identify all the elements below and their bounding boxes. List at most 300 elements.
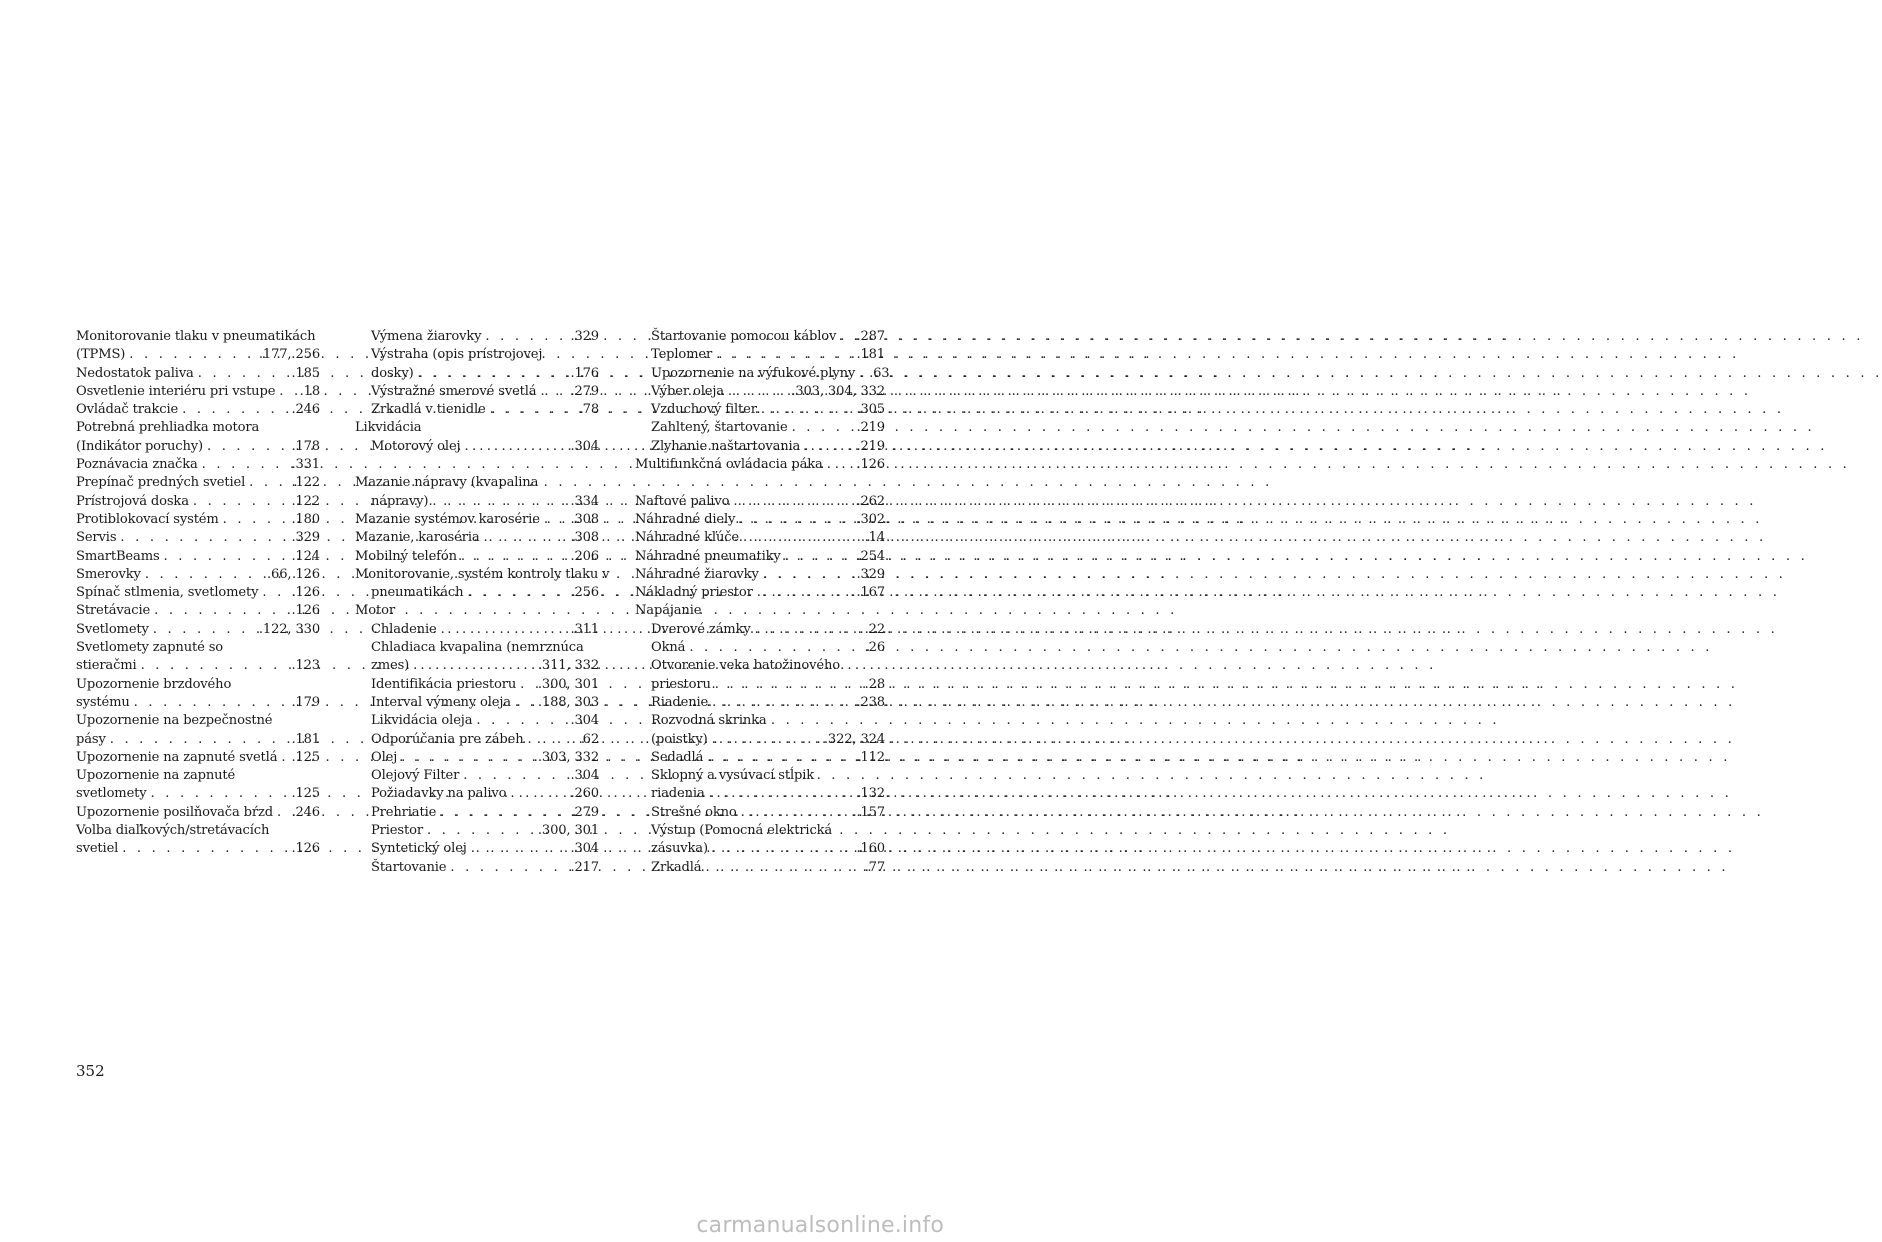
dot-leader [689,639,862,657]
index-entry-text: Nedostatok paliva [76,365,194,381]
index-entry-page: .279 [570,383,599,399]
index-entry [355,548,599,566]
index-entry-page: .126 [856,457,885,473]
index-entry-text: Odporúčania pre zábeh [371,731,524,747]
index-entry [355,822,599,840]
index-entry [76,767,320,785]
index-entry [76,438,320,456]
index-column-2 [355,328,610,877]
dot-leader [198,365,290,383]
index-entry-text: Vzduchový filter [651,402,757,418]
dot-leader [461,548,569,566]
index-entry-text: Interval výmeny oleja [371,694,511,710]
dot-leader [859,365,867,383]
index-entry-page: .246 [291,804,320,820]
index-entry [355,621,599,639]
dot-leader [763,566,855,584]
dot-leader [741,804,855,822]
index-entry [76,346,320,364]
index-entry [76,584,320,602]
index-entry [355,529,599,547]
index-entry [76,694,320,712]
index-entry-text: Štartovanie [371,859,447,875]
index-entry [635,456,885,474]
index-entry-text: Upozornenie na bezpečnostné [76,713,273,729]
index-entry [355,804,599,822]
index-entry-page: .302 [856,511,885,527]
index-entry-text: riadenia [651,786,705,802]
index-entry [76,602,320,620]
dot-leader [262,584,289,602]
index-entry-text: Olejový Filter [371,768,460,784]
index-entry [635,566,885,584]
index-entry [76,566,320,584]
index-entry-text: Multifunkčná ovládacia páka [635,457,823,473]
index-entry [635,401,885,419]
index-entry-text: Stretávacie [76,603,151,619]
index-entry [355,712,599,730]
index-entry-page: .126 [291,585,320,601]
index-entry-text: Výstražné smerové svetlá [371,383,537,399]
index-entry-text: Rozvodná skrinka [651,713,767,729]
index-entry-page: .14 [864,530,885,546]
index-entry [76,657,320,675]
dot-leader [840,328,854,346]
index-entry-text: systému [76,694,130,710]
index-entry-page: .126 [291,603,320,619]
dot-leader [712,694,854,712]
index-entry [635,584,885,602]
dot-leader [277,804,289,822]
watermark-logo[interactable]: carmanualsonline.info [696,1213,944,1238]
dot-leader [792,419,855,437]
index-entry-text: Mazanie, karoséria [355,530,480,546]
index-entry-text: Dverové zámky [651,621,751,637]
index-entry-page: .308 [570,511,599,527]
index-entry-text: Otvorenie veka batožinového [651,658,841,674]
index-entry [76,840,320,858]
index-entry-text: Zrkadlá v tienidle [371,402,486,418]
dot-leader [279,383,297,401]
index-entry-page: .304 [570,713,599,729]
index-entry-text: Požiadavky na palivo [371,786,507,802]
index-entry [76,822,320,840]
index-entry [355,401,599,419]
index-entry-page: .254 [856,548,885,564]
index-entry-page: .311 [570,621,599,637]
index-entry [355,840,599,858]
index-entry-text: Protiblokovací systém [76,511,219,527]
index-entry-page: .188, 303 [537,694,599,710]
index-entry [635,731,885,749]
dot-leader [145,566,265,584]
index-entry [635,383,885,401]
dot-leader [476,712,568,730]
index-entry-page: .132 [856,786,885,802]
dot-leader [827,456,855,474]
index-entry-page: .217 [570,859,599,875]
index-entry-page: .125 [291,749,320,765]
index-entry-page: .246 [291,402,320,418]
index-entry [635,785,885,803]
dot-leader [712,840,855,858]
dot-leader [129,346,257,364]
index-entry [635,676,885,694]
index-entry-page: .262 [856,493,885,509]
index-entry-text: SmartBeams [76,548,160,564]
index-entry-text: zmes) [371,658,410,674]
index-entry [635,804,885,822]
index-entry-text: Upozornenie brzdového [76,676,232,692]
index-entry-text: Volba diaľkových/stretávacích [76,823,270,839]
dot-leader [281,749,289,767]
index-entry-page: .305 [856,402,885,418]
dot-leader [450,859,568,877]
index-entry [76,365,320,383]
index-entry-text: Svetlomety zapnuté so [76,640,224,656]
index-entry-text: Motorový olej [371,438,461,454]
index-entry-page: .300, 301 [537,676,599,692]
index-entry-text: Náhradné diely [635,511,736,527]
index-entry-page: .279 [570,804,599,820]
index-entry [76,548,320,566]
index-entry-text: Likvidácia [355,420,422,436]
index-entry [355,383,599,401]
dot-leader [485,328,568,346]
index-entry-text: Likvidácia oleja [371,713,473,729]
index-entry-text: Štartovanie pomocou káblov [651,329,837,344]
index-entry-text: nápravy) [371,493,429,509]
index-entry-page: .177, 256 [258,347,320,363]
index-entry-text: pneumatikách [371,585,464,601]
dot-leader [193,493,290,511]
index-entry-text: Chladiaca kvapalina (nemrznúca [371,640,584,656]
index-entry-text: Ovládač trakcie [76,402,179,418]
index-entry [635,767,885,785]
index-entry [635,346,885,364]
index-entry-page: .311, 332 [537,658,599,674]
dot-leader [540,383,568,401]
index-entry-page: .308 [570,530,599,546]
index-entry [355,694,599,712]
index-entry [76,511,320,529]
index-entry-page: .303, 304, 332 [791,383,885,399]
dot-leader [223,511,290,529]
dot-leader [761,401,855,419]
dot-leader [527,731,576,749]
dot-leader [785,548,855,566]
dot-leader [709,785,855,803]
dot-leader [544,511,569,529]
dot-leader [467,584,568,602]
dot-leader [707,749,854,767]
index-entry-text: Prístrojová doska [76,493,189,509]
index-entry-text: Okná [651,640,686,656]
dot-leader [515,694,536,712]
dot-leader [120,529,289,547]
index-entry-text: Mazanie systémov karosérie [355,511,540,527]
dot-leader [122,840,289,858]
index-entry-text: Nákladný priestor [635,585,753,601]
index-entry-page: .26 [864,640,885,656]
index-entry-text: dosky) [371,365,414,381]
index-entry [76,328,320,346]
index-entry [635,511,885,529]
index-entry [355,346,599,364]
dot-leader [182,401,289,419]
dot-leader [401,749,536,767]
dot-leader [755,621,863,639]
index-entry-page: .122 [291,493,320,509]
index-entry [635,328,885,346]
index-entry [76,804,320,822]
index-entry [355,676,599,694]
index-entry [355,639,599,657]
index-entry-page: .126 [291,841,320,857]
index-entry-text: Zahltený, štartovanie [651,420,788,436]
index-entry [76,474,320,492]
index-entry-page: .122, 330 [258,621,320,637]
index-entry [76,639,320,657]
dot-leader [440,804,568,822]
index-entry-page: .160 [856,841,885,857]
index-entry-page: .18 [299,383,320,399]
index-entry-page: .123 [291,658,320,674]
index-entry [76,785,320,803]
dot-leader [520,676,536,694]
dot-leader [471,840,569,858]
index-entry-text: Strešné okno [651,804,737,820]
index-entry-page: .334 [570,493,599,509]
dot-leader [743,529,863,547]
index-entry-text: stieračmi [76,658,137,674]
index-entry-text: Výber oleja [651,383,724,399]
index-entry [76,749,320,767]
index-entry [635,859,885,877]
index-entry-text: Chladenie [371,621,437,637]
index-entry-text: Svetlomety [76,621,149,637]
index-entry-text: Identifikácia priestoru [371,676,517,692]
index-entry [355,438,599,456]
index-entry-text: Upozornenie na zapnuté svetlá [76,749,278,765]
index-entry [635,493,885,511]
index-entry-page: .179 [291,694,320,710]
dot-leader [757,584,855,602]
index-entry-text: Osvetlenie interiéru pri vstupe [76,383,276,399]
index-entry-page: .329 [856,566,885,582]
index-entry-page: .206 [570,548,599,564]
dot-leader [441,621,569,639]
index-entry [76,731,320,749]
index-entry-text: Mobilný telefón [355,548,457,564]
index-entry-page: .178 [291,438,320,454]
index-entry-page: .329 [291,530,320,546]
index-entry-text: Spínač stlmenia, svetlomety [76,585,259,601]
index-entry-text: Upozornenie na výfukové plyny [651,365,856,381]
index-entry-page: .63 [869,365,890,381]
index-entry [355,731,599,749]
index-entry-text: Náhradné kľúče [635,530,740,546]
index-entry-page: .304 [570,768,599,784]
index-entry [76,621,320,639]
index-entry-text: (TPMS) [76,347,126,363]
index-entry-page: .304 [570,841,599,857]
index-entry-text: Výmena žiarovky [371,329,482,344]
index-entry-text: Náhradné žiarovky [635,566,759,582]
index-entry-page: .287 [856,329,885,344]
index-entry-text: Výstraha (opis prístrojovej [371,347,543,363]
index-entry [355,767,599,785]
dot-leader [432,493,568,511]
index-entry [635,639,885,657]
dot-leader [413,657,536,675]
index-entry-text: (poistky) [651,731,708,747]
index-entry [355,566,610,584]
dot-leader [739,511,854,529]
index-entry-page: .125 [291,786,320,802]
index-entry-page: .322, 324 [823,731,885,747]
index-entry [355,511,599,529]
index-entry-text: Prehriatie [371,804,437,820]
index-entry-text: Riadenie [651,694,709,710]
dot-leader [427,822,536,840]
index-entry [355,859,599,877]
index-entry [76,383,320,401]
index-entry-page: .304 [570,438,599,454]
dot-leader [202,456,290,474]
index-entry-text: Potrebná prehliadka motora [76,420,260,436]
index-entry [355,749,599,767]
index-entry [76,401,320,419]
index-entry [355,493,599,511]
index-entry [635,694,885,712]
index-entry [635,438,885,456]
dot-leader [141,657,290,675]
page-number: 352 [76,1062,105,1080]
index-entry [76,493,320,511]
index-entry [635,712,885,730]
index-entry-page: .28 [864,676,885,692]
index-entry-page: .329 [570,329,599,344]
index-entry-page: .180 [291,511,320,527]
index-entry-text: svetlomety [76,786,147,802]
index-entry-text: Prepínač predných svetiel [76,475,246,491]
index-entry [355,419,599,437]
index-entry-text: Zlyhanie naštartovania [651,438,801,454]
index-entry-page: .124 [291,548,320,564]
index-entry-page: .167 [856,585,885,601]
index-entry [635,602,885,620]
dot-leader [207,438,289,456]
dot-leader [804,438,854,456]
index-entry-text: zásuvka) [651,841,708,857]
index-entry-text: Servis [76,530,117,546]
index-entry-page: .157 [856,804,885,820]
dot-leader [728,383,789,401]
dot-leader [463,767,568,785]
index-entry-text: Monitorovanie, systém kontroly tlaku v [355,566,610,582]
index-entry-page: .219 [856,438,885,454]
index-entry-page: .303, 332 [537,749,599,765]
index-entry-page: .256 [570,585,599,601]
index-column-1 [76,328,320,859]
index-entry-text: svetiel [76,841,119,857]
index-entry [635,365,890,383]
index-column-3 [635,328,890,877]
index-entry-text: Motor [355,603,395,619]
index-entry [635,840,885,858]
dot-leader [151,785,290,803]
index-entry-page: .260 [570,786,599,802]
index-entry [635,621,885,639]
index-entry-text: Výstup (Pomocná elektrická [651,823,833,839]
dot-leader [154,602,289,620]
dot-leader [249,474,289,492]
dot-leader [716,346,854,364]
dot-leader [134,694,290,712]
index-entry [355,365,599,383]
dot-leader [715,676,863,694]
index-entry [355,602,599,620]
index-entry [635,822,885,840]
index-entry-text: Poznávacia značka [76,457,198,473]
index-entry [76,712,320,730]
index-entry-text: Priestor [371,823,423,839]
index-entry-page: .122 [291,475,320,491]
dot-leader [733,493,854,511]
index-entry-page: .185 [291,365,320,381]
index-entry-page: .181 [856,347,885,363]
index-entry-text: Sklopný a vysúvací stĺpik [651,768,815,784]
index-entry-text: Zrkadlá [651,859,702,875]
index-entry [635,749,885,767]
index-entry-text: Teplomer [651,347,713,363]
index-entry-page: .112 [856,749,885,765]
dot-leader [712,731,822,749]
index-entry-page: .300, 301 [537,823,599,839]
index-entry-page: .22 [864,621,885,637]
index-entry-text: Naftové palivo [635,493,730,509]
index-entry [76,456,320,474]
index-entry-page: .181 [291,731,320,747]
index-entry-page: .77 [864,859,885,875]
dot-leader [490,401,577,419]
index-entry [355,584,599,602]
index-entry [76,529,320,547]
index-entry-text: Syntetický olej [371,841,467,857]
index-entry [635,657,885,675]
index-entry-text: Monitorovanie tlaku v pneumatikách [76,329,316,344]
dot-leader [164,548,290,566]
index-entry [76,676,320,694]
index-entry-text: Olej [371,749,398,765]
index-entry-text: Upozornenie na zapnuté [76,768,236,784]
index-entry-page: .331 [291,457,320,473]
index-entry-text: (Indikátor poruchy) [76,438,203,454]
index-entry [635,548,885,566]
dot-leader [484,529,569,547]
index-entry-page: .78 [578,402,599,418]
dot-leader [464,438,568,456]
index-entry-text: pásy [76,731,106,747]
dot-leader [110,731,290,749]
index-entry-text: Mazanie nápravy (kvapalina [355,475,539,491]
dot-leader [705,859,862,877]
index-entry [635,529,885,547]
dot-leader [418,365,569,383]
index-entry-text: Napájanie [635,603,702,619]
dot-leader [510,785,568,803]
